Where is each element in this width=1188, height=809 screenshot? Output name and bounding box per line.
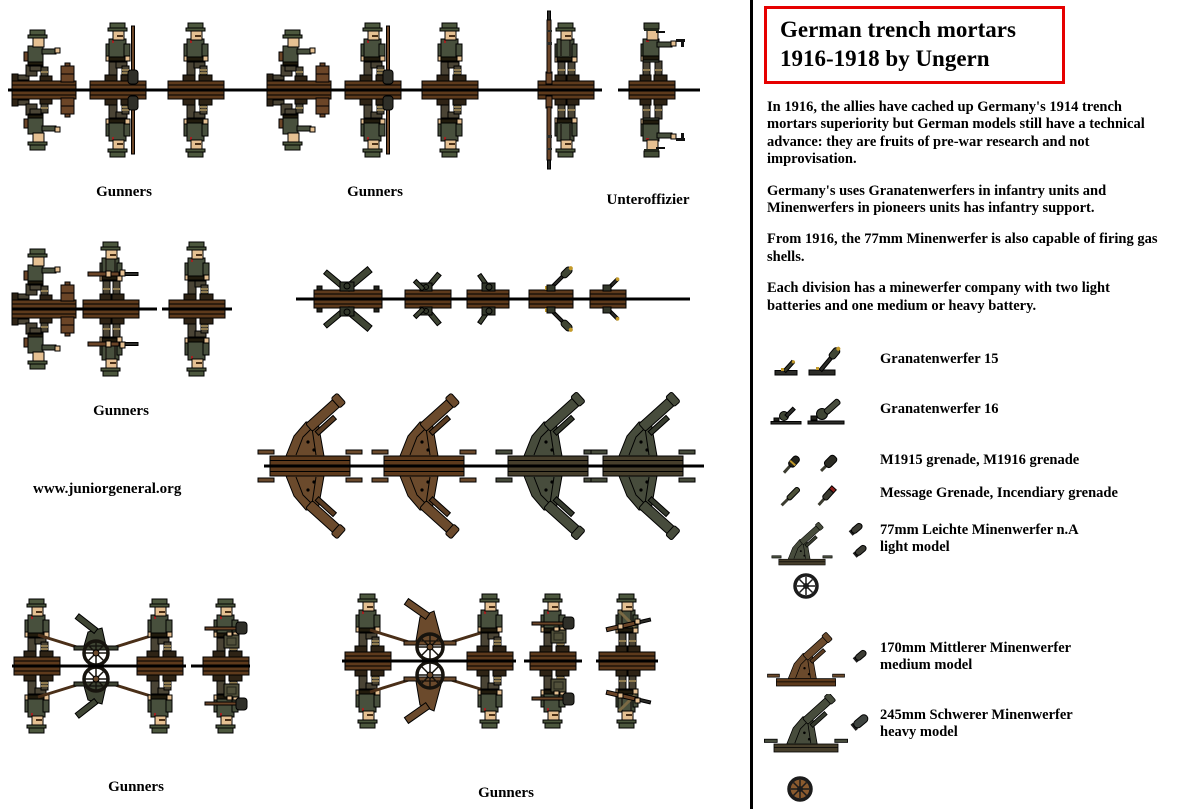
legend-label-line1: 77mm Leichte Minenwerfer n.A: [880, 522, 1079, 538]
grenades-message-incendiary-icon: [764, 477, 880, 509]
legend-label-line2: medium model: [880, 657, 973, 673]
group-label: Gunners: [478, 785, 534, 801]
fold-lines: [8, 89, 704, 668]
granatenwerfer-15-icon: [764, 341, 880, 377]
grenades-m1915-m1916-icon: [764, 444, 880, 476]
intro-text: [767, 99, 1162, 329]
legend-label-line1: 245mm Schwerer Minenwerfer: [880, 707, 1073, 723]
group-label: Gunners: [347, 184, 403, 200]
legend-row: [764, 571, 880, 601]
legend-label: Granatenwerfer 15: [880, 350, 999, 367]
wheel-icon: [764, 773, 880, 805]
granatenwerfer-16-icon: [764, 391, 880, 427]
legend-label: M1915 grenade, M1916 grenade: [880, 451, 1080, 468]
legend-label-line2: heavy model: [880, 724, 958, 740]
title-box: [764, 6, 1065, 84]
intro-paragraph: Each division has a minewerfer company with two light batteries and one medium or heavy battery.: [767, 280, 1110, 314]
legend-row: [764, 626, 1071, 688]
minenwerfer-245-icon: [764, 694, 880, 754]
group-label: Gunners: [93, 403, 149, 419]
intro-paragraph: In 1916, the allies have cached up Germany's 1914 trench mortars superiority but German models still have a technical advance: they are fruits of pre-war research and not improvisation.: [767, 99, 1145, 168]
legend-label: [880, 522, 1079, 556]
legend-label: [880, 707, 1073, 741]
wheel-icon: [764, 571, 880, 601]
group-label: Gunners: [96, 184, 152, 200]
legend-label-line1: 170mm Mittlerer Minenwerfer: [880, 640, 1072, 656]
legend-row: [764, 444, 1079, 476]
page-title-line2: 1916-1918 by Ungern: [780, 46, 990, 71]
page-title-line1: German trench mortars: [780, 17, 1016, 42]
minenwerfer-77-icon: [764, 511, 880, 567]
legend-row: [764, 391, 999, 427]
legend-label: [880, 640, 1071, 674]
legend-label: Message Grenade, Incendiary grenade: [880, 484, 1118, 501]
legend-row: [764, 511, 1079, 567]
website-label: www.juniorgeneral.org: [33, 481, 182, 497]
intro-paragraph: Germany's uses Granatenwerfers in infantry units and Minenwerfers in pioneers units has infantry support.: [767, 182, 1107, 217]
legend-row: [764, 773, 880, 805]
group-label: Gunners: [108, 779, 164, 795]
panel-divider: [750, 0, 753, 809]
legend-row: [764, 477, 1118, 509]
legend-label-line2: light model: [880, 539, 950, 555]
legend-label: Granatenwerfer 16: [880, 400, 999, 417]
legend-row: [764, 341, 999, 377]
legend-row: [764, 694, 1073, 754]
intro-paragraph: From 1916, the 77mm Minenwerfer is also capable of firing gas shells.: [767, 231, 1158, 265]
minenwerfer-170-icon: [764, 626, 880, 688]
group-label: Unteroffizier: [606, 192, 690, 208]
